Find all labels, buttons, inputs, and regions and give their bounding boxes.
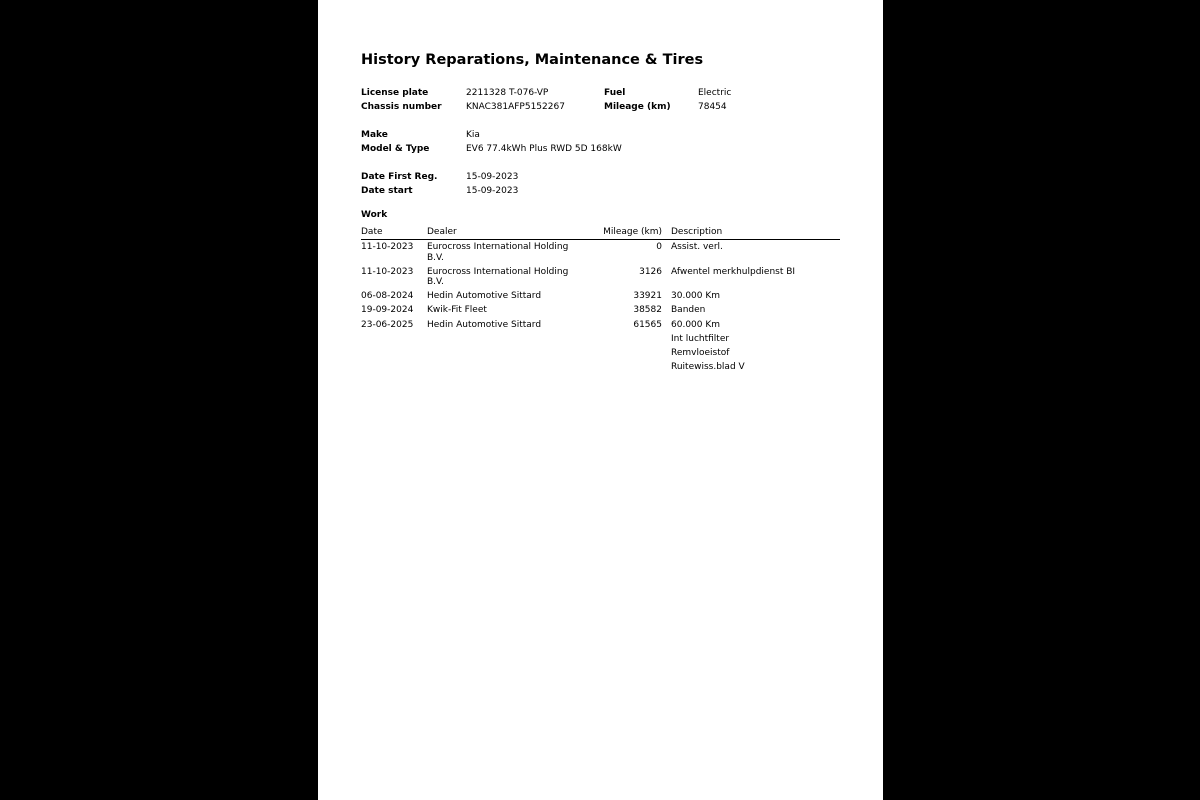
license-plate-label: License plate [361, 88, 429, 98]
row-date: 11-10-2023 [361, 266, 414, 277]
chassis-value: KNAC381AFP5152267 [466, 102, 565, 112]
row-description: Remvloeistof [671, 348, 730, 359]
document-page [318, 0, 883, 800]
chassis-label: Chassis number [361, 102, 442, 112]
date-start-value: 15-09-2023 [466, 186, 519, 196]
row-date: 19-09-2024 [361, 305, 414, 316]
mileage-label: Mileage (km) [604, 102, 671, 112]
row-mileage: 38582 [633, 305, 662, 316]
page-title: History Reparations, Maintenance & Tires [361, 52, 704, 68]
table-row [361, 242, 840, 267]
row-date: 06-08-2024 [361, 291, 414, 301]
date-first-reg-value: 15-09-2023 [466, 172, 519, 182]
row-mileage: 33921 [633, 291, 662, 301]
row-dealer: Hedin Automotive Sittard [427, 319, 542, 330]
row-description: 30.000 Km [671, 291, 721, 301]
table-row [361, 305, 840, 319]
row-description: Banden [671, 305, 706, 316]
work-section-title: Work [361, 210, 388, 220]
table-row [361, 291, 840, 305]
row-mileage: 0 [656, 242, 662, 252]
row-mileage: 61565 [633, 319, 662, 330]
model-type-label: Model & Type [361, 144, 430, 154]
row-description: 60.000 Km [671, 319, 721, 330]
column-header-dealer: Dealer [427, 227, 457, 237]
fuel-value: Electric [698, 88, 732, 98]
row-date: 11-10-2023 [361, 242, 414, 252]
date-first-reg-label: Date First Reg. [361, 172, 438, 182]
table-row [361, 267, 840, 292]
license-plate-value: 2211328 T-076-VP [466, 88, 549, 98]
row-dealer: Eurocross International Holding B.V. [427, 242, 569, 263]
model-type-value: EV6 77.4kWh Plus RWD 5D 168kW [466, 144, 622, 154]
make-value: Kia [466, 130, 480, 140]
work-table [361, 227, 840, 377]
column-header-mileage: Mileage (km) [603, 227, 662, 237]
row-dealer: Kwik-Fit Fleet [427, 305, 487, 316]
fuel-label: Fuel [604, 88, 626, 98]
date-start-label: Date start [361, 186, 413, 196]
work-table-header [361, 227, 840, 240]
table-row [361, 320, 840, 334]
row-dealer: Eurocross International Holding B.V. [427, 266, 569, 287]
make-label: Make [361, 130, 388, 140]
column-header-description: Description [671, 227, 723, 237]
table-row [361, 362, 840, 376]
table-row [361, 334, 840, 348]
table-row [361, 348, 840, 362]
mileage-value: 78454 [698, 102, 727, 112]
row-description: Assist. verl. [671, 242, 723, 252]
row-description: Int luchtfilter [671, 333, 730, 344]
row-dealer: Hedin Automotive Sittard [427, 291, 542, 301]
row-description: Afwentel merkhulpdienst BI [671, 266, 796, 277]
row-mileage: 3126 [639, 266, 662, 277]
row-description: Ruitewiss.blad V [671, 362, 745, 373]
row-date: 23-06-2025 [361, 319, 414, 330]
column-header-date: Date [361, 227, 383, 237]
